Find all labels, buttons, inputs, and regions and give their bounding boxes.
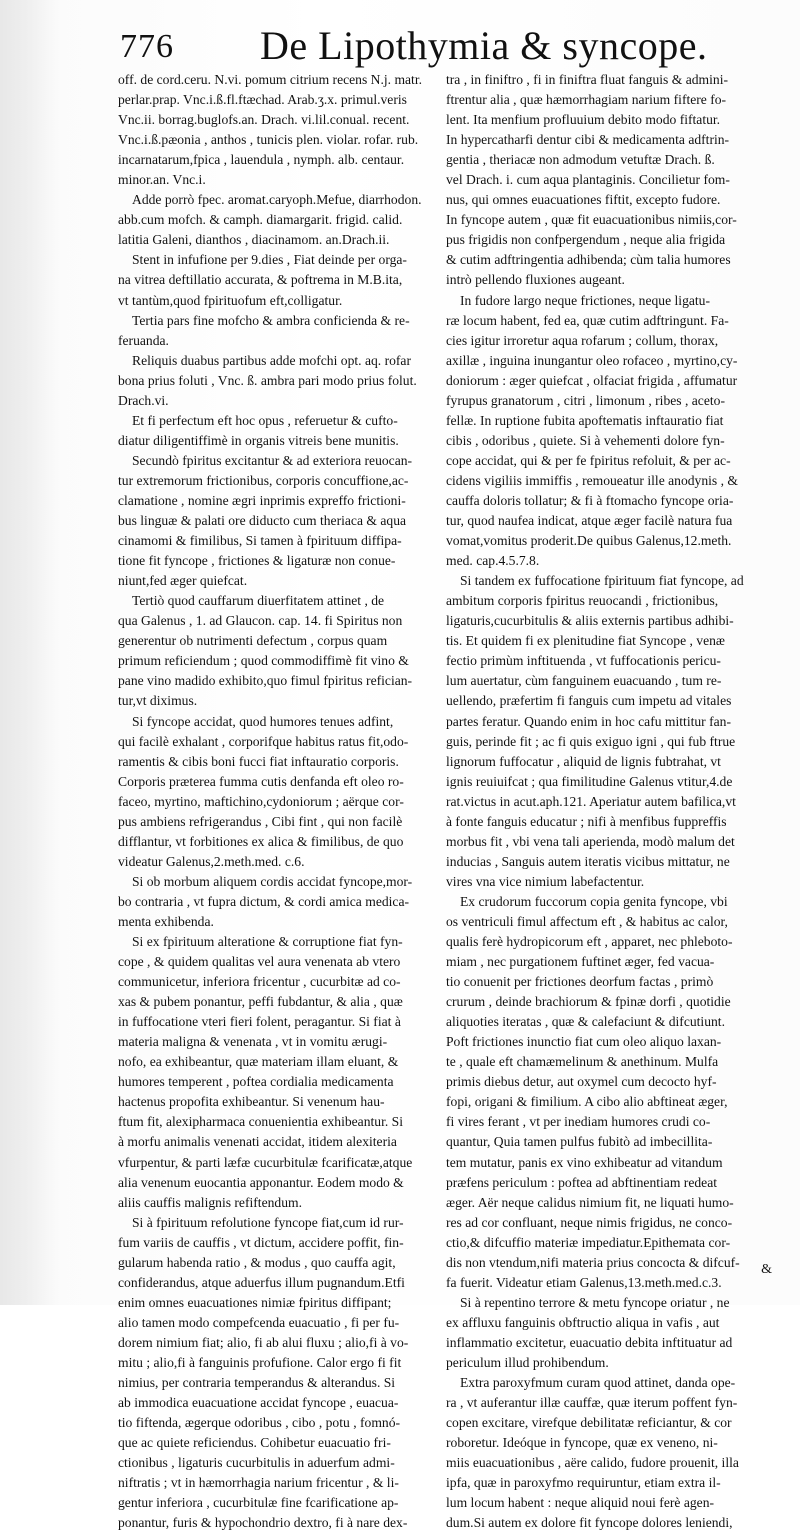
left-column-paragraph: off. de cord.ceru. N.vi. pomum citrium recens N.j. matr. perlar.prap. Vnc.i.ß.fl.ftæchad. Arab.ʒ.x. primul.veris Vnc.ii. borrag.buglofs.an. Drach. vi.lil.conual. recent. Vnc.i.ß.pæonia , anthos , tunicis plen. violar. rofar. rub. incarnatarum,fpica , lauendula , nymph. alb. centaur. minor.an. Vnc.i. xyxy=(118,72,423,188)
left-column-paragraph: Reliquis duabus partibus adde mofchi opt. aq. rofar bona prius foluti , Vnc. ß. ambra pari modo prius folut. Drach.vi. xyxy=(118,352,417,408)
right-column-paragraph: Si à repentino terrore & metu fyncope oriatur , ne ex affluxu fanguinis obftructio aliqua in vafis , aut inflammatio excitetur, euacuatio debita inftituatur ad periculum illud prohibendum. xyxy=(446,1294,733,1370)
right-column-paragraph: Extra paroxyfmum curam quod attinet, danda ope- ra , vt auferantur illæ cauffæ, quæ iterum poffent fyn- copen excitare, virefque debilitatæ reficiantur, & cor roboretur. Ideóque in fyncope, quæ ex veneno, ni- miis euacuationibus , aëre calido, fudore prouenit, illa ipfa, quæ in paroxyfmo requiruntur, etiam extra il- lum locum habent : neque aliquid noui ferè agen- dum.Si autem ex dolore fit fyncope dolores leniendi, xyxy=(446,1375,739,1531)
right-column-paragraph: tra , in finiftro , fi in finiftra fluat fanguis & admini- ftrentur alia , quæ hæmorrhagiam narium fiftere fo- lent. Ita menfium profluuium debito modo fiftatur. In hypercatharfi dentur cibi & medicamenta adftrin- gentia , theriacæ non admodum vetuftæ Drach. ß. vel Drach. i. cum aqua plantaginis. Concilietur fom- nus, qui omnes euacuationes fiftit, excepto fudore. In fyncope autem , quæ fit euacuationibus nimiis,cor- pus frigidis non confpergendum , neque alia frigida & cutim adftringentia adhibenda; cùm talia humores intrò pellendo fluxiones augeant. xyxy=(446,72,737,288)
gutter-shadow xyxy=(0,0,60,1305)
left-column-paragraph: Si à fpirituum refolutione fyncope fiat,cum id rur- fum variis de cauffis , vt dictum, accidere poffit, fin- gularum habenda ratio , & modus , quo cauffa agit, confiderandus, atque aduerfus illum pugnandum.Etfi enim omnes euacuationes nimiæ fpiritus diffipant; alio tamen modo compefcenda euacuatio , fi per fu- dorem nimium fiat; alio, fi ab alui fluxu ; alio,fi à vo- mitu ; alio,fi à fanguinis profufione. Calor ergo fi fit nimius, per contraria temperandus & alterandus. Si ab immodica euacuatione accidat fyncope , euacua- tio fiftenda, ægerque odoribus , cibo , potu , fomnó- que ac quiete reficiendus. Cohibetur euacuatio fri- ctionibus , ligaturis cucurbitulis in aduerfum admi- niftratis ; vt in hæmorrhagia narium fricentur , & li- gentur inferiora , cucurbitulæ fine fcarificatione ap- ponantur, furis & hypochondrio dextro, fi à nare dex- xyxy=(118,1214,409,1531)
running-head xyxy=(120,22,760,68)
left-column-paragraph: Et fi perfectum eft hoc opus , referuetur & cufto- diatur diligentiffimè in organis vitreis bene munitis. xyxy=(118,412,399,448)
right-column-paragraph: In fudore largo neque frictiones, neque ligatu- ræ locum habent, fed ea, quæ cutim adftringunt. Fa- cies igitur irroretur aqua rofarum ; collum, thorax, axillæ , inguina inungantur oleo rofaceo , myrtino,cy- doniorum : æger quiefcat , olfaciat frigida , affumatur fyrupus granatorum , citri , limonum , ribes , aceto- fellæ. In ruptione fubita apoftematis inftauratio fiat cibis , odoribus , quiete. Si à vehementi dolore fyn- cope accidat, qui & per fe fpiritus refoluit, & per ac- cidens vigiliis immiffis , remoueatur ille anodynis , & cauffa doloris tollatur; & fi à ftomacho fyncope oria- tur, quod naufea indicat, atque æger facilè natura fua vomat,vomitus proderit.De quibus Galenus,12.meth. med. cap.4.5.7.8. xyxy=(446,292,738,569)
page-title: De Lipothymia & syncope. xyxy=(260,23,708,68)
left-column-paragraph: Si ob morbum aliquem cordis accidat fyncope,mor- bo contraria , vt fupra dictum, & cordi amica medica- menta exhibenda. xyxy=(118,873,413,929)
right-column-paragraph: Ex crudorum fuccorum copia genita fyncope, vbi os ventriculi fimul affectum eft , & habitus ac calor, qualis ferè hydropicorum eft , apparet, nec phleboto- miam , nec purgationem fuftinet æger, fed vacua- tio conuenit per frictiones deorfum factas , primò crurum , deinde brachiorum & fpinæ dorfi , quotidie aliquoties iteratas , quæ & calefaciunt & difcutiunt. Poft frictiones inunctio fiat cum oleo aliquo laxan- te , quale eft chamæmelinum & anethinum. Mulfa primis diebus detur, aut oxymel cum decocto hyf- fopi, origani & fimilium. A cibo alio abftineat æger, fi vires ferant , vt per inediam humores crudi co- quantur, Quia tamen pulfus fubitò ad imbecillita- tem mutatur, panis ex vino exhibeatur ad vitandum præfens periculum : poftea ad abftinentiam redeat æger. Aër neque calidus nimium fit, ne liquati humo- res ad cor confluant, neque nimis frigidus, ne conco- ctio,& difcuffio materiæ impediatur.Epithemata cor- dis non vtendum,nifi materia prius concocta & difcuf- fa fuerit. Videatur etiam Galenus,13.meth.med.c.3. xyxy=(446,893,740,1290)
right-column xyxy=(446,70,764,1533)
left-column-paragraph: Secundò fpiritus excitantur & ad exteriora reuocan- tur extremorum frictionibus, corporis concuffione,ac- clamatione , nomine ægri inprimis expreffo frictioni- bus linguæ & palati ore diducto cum theriaca & aqua cinamomi & fimilibus, Si tamen à fpirituum diffipa- tione fit fyncope , frictiones & ligaturæ non conue- niunt,fed æger quiefcat. xyxy=(118,452,413,589)
left-column-paragraph: Si fyncope accidat, quod humores tenues adfint, qui facilè exhalant , corporifque habitus ratus fit,odo- ramentis & cibis boni fucci fiat inftauratio corporis. Corporis præterea fumma cutis denfanda eft oleo ro- faceo, myrtino, maftichino,cydoniorum ; aërque cor- pus ambiens refrigerandus , Cibi fint , qui non facilè difflantur, vt forbitiones ex alica & fimilibus, de quo videatur Galenus,2.meth.med. c.6. xyxy=(118,713,409,869)
left-column-paragraph: Si ex fpirituum alteratione & corruptione fiat fyn- cope , & quidem qualitas vel aura venenata ab vtero communicetur, inferiora fricentur , cucurbitæ ad co- xas & pubem ponantur, peffi fubdantur, & alia , quæ in fuffocatione vteri fieri folent, peragantur. Si fiat à materia maligna & venenata , vt in vomitu ærugi- nofo, ea exhibeantur, quæ materiam illam eluant, & humores temperent , poftea cordialia medicamenta hactenus propofita exhibeantur. Si venenum hau- ftum fit, alexipharmaca conuenientia exhibeantur. Si à morfu animalis venenati accidat, itidem alexiteria vfurpentur, & parti læfæ cucurbitulæ fcarificatæ,atque alia venenum euocantia apponantur. Eodem modo & aliis cauffis malignis refiftendum. xyxy=(118,934,413,1210)
page-number: 776 xyxy=(120,28,174,65)
left-column-paragraph: Stent in infufione per 9.dies , Fiat deinde per orga- na vitrea deftillatio accurata, & poftrema in M.B.ita, vt tantùm,quod fpirituofum eft,colligatur. xyxy=(118,252,407,308)
left-column xyxy=(118,70,436,1533)
catchword: & xyxy=(761,1262,772,1277)
left-column-paragraph: Tertia pars fine mofcho & ambra conficienda & re- feruanda. xyxy=(118,312,410,348)
left-column-paragraph: Tertiò quod cauffarum diuerfitatem attinet , de qua Galenus , 1. ad Glaucon. cap. 14. fi Spiritus non generentur ob nutrimenti defectum , corpus quam primum reficiendum ; quod commodiffimè fit vino & pane vino madido exhibito,quo fimul fpiritus refician- tur,vt diximus. xyxy=(118,593,413,709)
left-column-paragraph: Adde porrò fpec. aromat.caryoph.Mefue, diarrhodon. abb.cum mofch. & camph. diamargarit. frigid. calid. latitia Galeni, dianthos , diacinamom. an.Drach.ii. xyxy=(118,192,422,248)
right-column-paragraph: Si tandem ex fuffocatione fpirituum fiat fyncope, ad ambitum corporis fpiritus reuocandi , frictionibus, ligaturis,cucurbitulis & aliis externis partibus adhibi- tis. Et quidem fi ex plenitudine fiat Syncope , venæ fectio primùm inftituenda , vt fuffocationis pericu- lum auertatur, cùm fanguinem euacuando , tum re- uellendo, præfertim fi fanguis cum impetu ad vitales partes feratur. Quando enim in hoc cafu mittitur fan- guis, perinde fit ; ac fi quis exiguo igni , qui fub ftrue lignorum fuffocatur , aliquid de lignis fubtrahat, vt ignis reuiuifcat ; qua fimilitudine Galenus vtitur,4.de rat.victus in acut.aph.121. Aperiatur autem bafilica,vt à fonte fanguis educatur ; nifi à menfibus fuppreffis morbus fit , vbi vena tali aperienda, modò malum det inducias , Sanguis autem iteratis vicibus mittatur, ne vires vna vice nimium labefactentur. xyxy=(446,573,744,889)
